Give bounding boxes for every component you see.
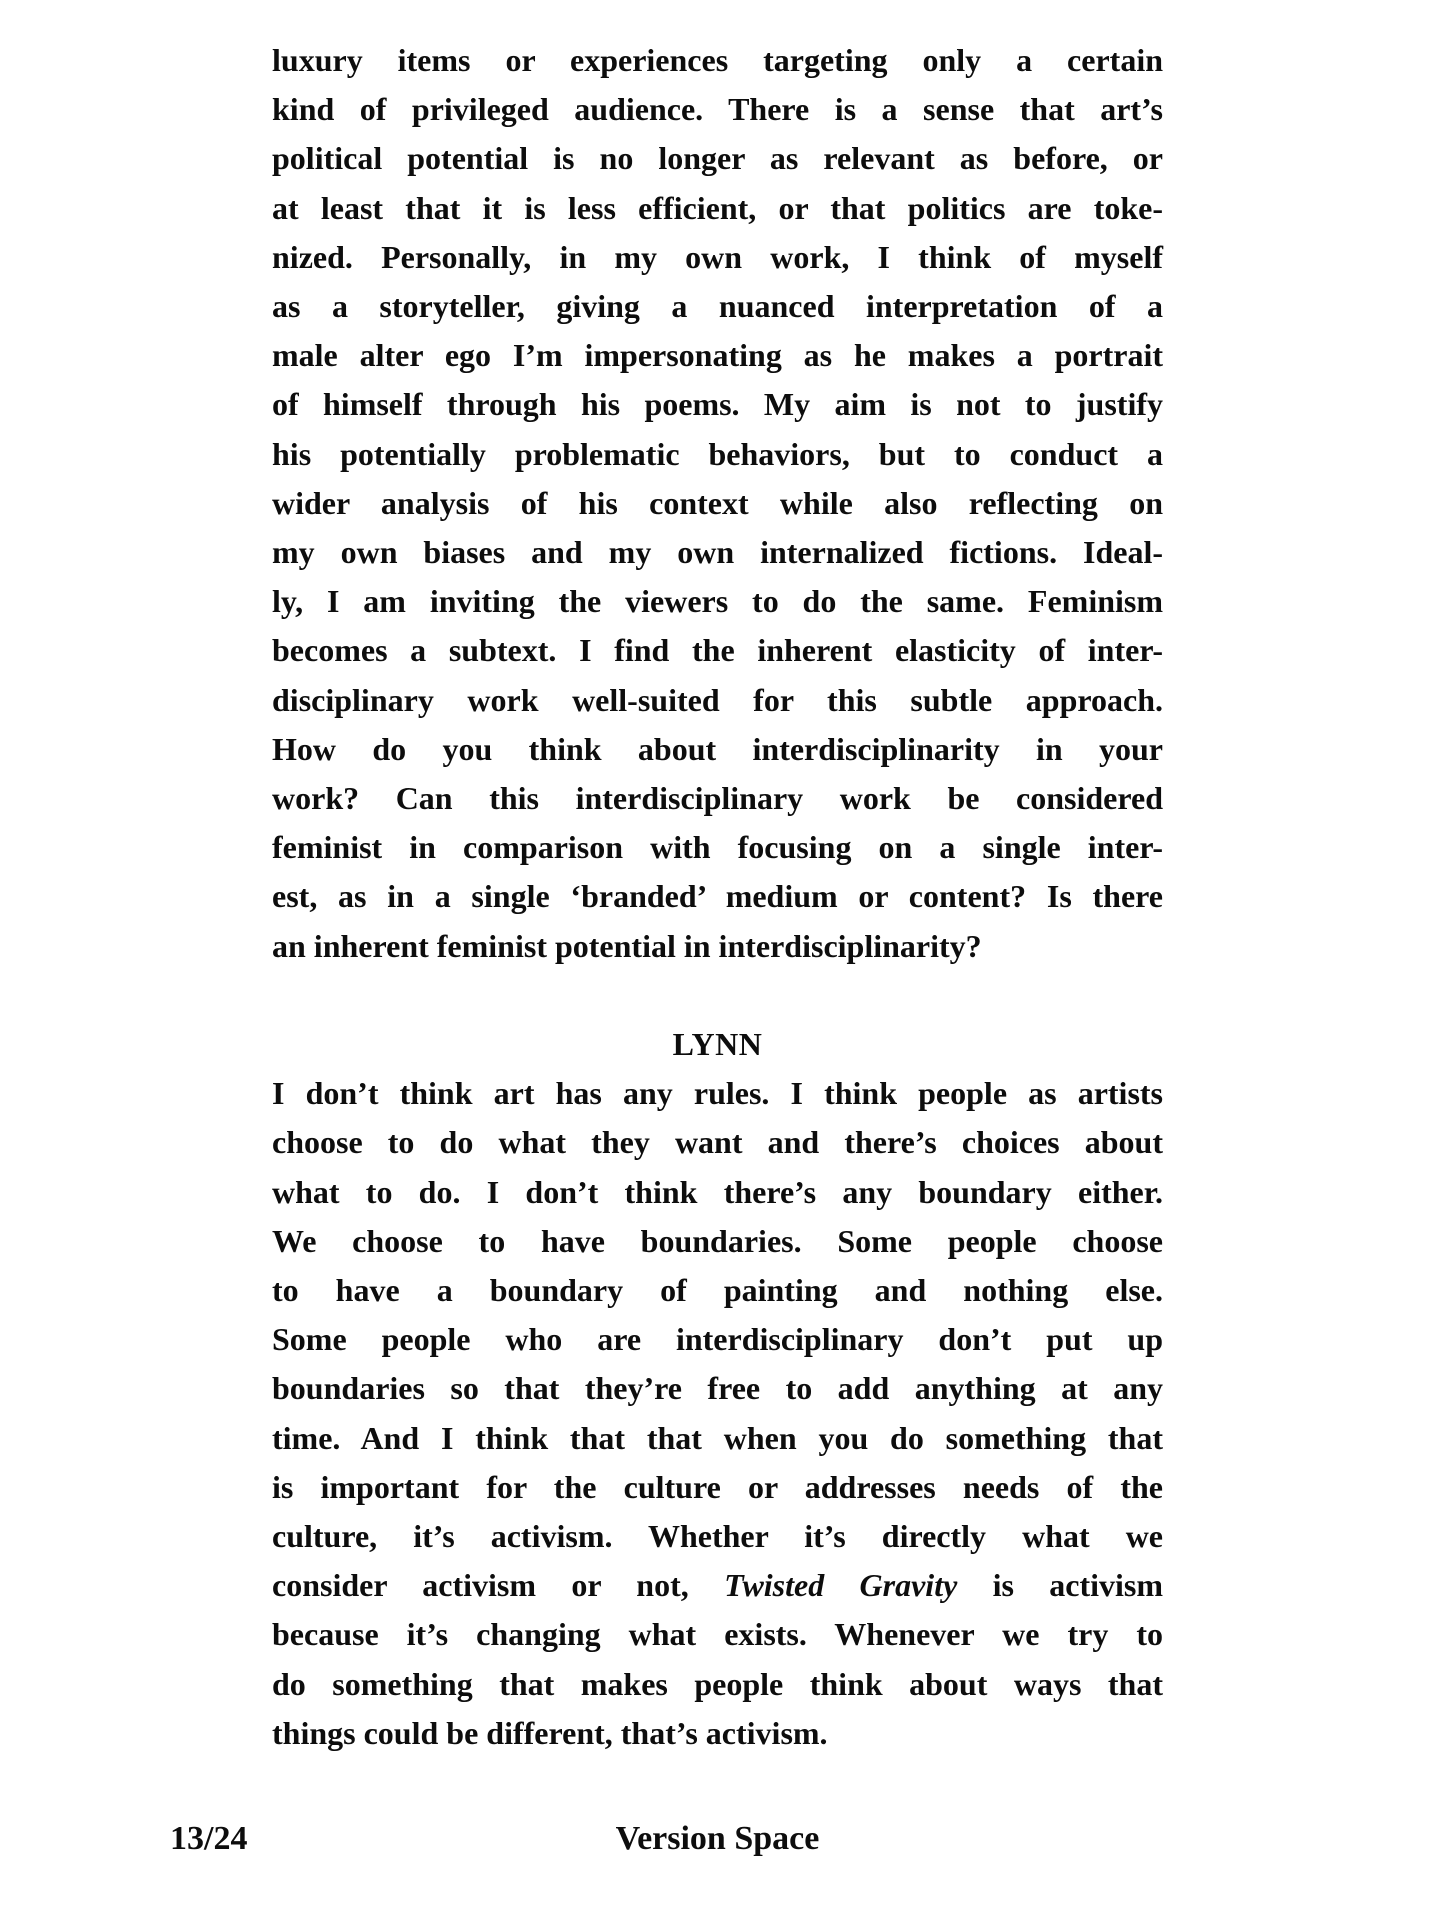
text-line: his potentially problematic behaviors, but to conduct a bbox=[272, 435, 1163, 472]
text-line: choose to do what they want and there’s choices about bbox=[272, 1124, 1163, 1161]
text-segment: is activism bbox=[957, 1567, 1164, 1604]
text-segment: consider activism or not, bbox=[272, 1567, 725, 1604]
page-number: 13/24 bbox=[170, 1820, 248, 1857]
text-line: culture, it’s activism. Whether it’s directly what we bbox=[272, 1518, 1163, 1555]
text-line: do something that makes people think about ways that bbox=[272, 1665, 1163, 1702]
text-line: feminist in comparison with focusing on a single inter- bbox=[272, 829, 1163, 866]
text-line: boundaries so that they’re free to add anything at any bbox=[272, 1370, 1163, 1407]
text-line: est, as in a single ‘branded’ medium or content? Is there bbox=[272, 878, 1163, 915]
text-line: as a storyteller, giving a nuanced interpretation of a bbox=[272, 288, 1163, 325]
text-line: wider analysis of his context while also reflecting on bbox=[272, 484, 1163, 521]
text-line: How do you think about interdisciplinarity in your bbox=[272, 730, 1163, 767]
text-line: time. And I think that that when you do something that bbox=[272, 1419, 1163, 1456]
text-line: ly, I am inviting the viewers to do the same. Feminism bbox=[272, 583, 1163, 620]
text-line: work? Can this interdisciplinary work be considered bbox=[272, 780, 1163, 817]
text-line: what to do. I don’t think there’s any boundary either. bbox=[272, 1173, 1163, 1210]
text-line: luxury items or experiences targeting only a certain bbox=[272, 42, 1163, 78]
text-line: of himself through his poems. My aim is not to justify bbox=[272, 386, 1163, 423]
text-column bbox=[272, 36, 1163, 1758]
text-line: becomes a subtext. I find the inherent elasticity of inter- bbox=[272, 632, 1163, 669]
text-line: nized. Personally, in my own work, I think of myself bbox=[272, 238, 1163, 275]
text-line: kind of privileged audience. There is a sense that art’s bbox=[272, 91, 1163, 128]
publication-title: Version Space bbox=[615, 1820, 820, 1857]
text-line-with-italic-title bbox=[272, 1561, 1163, 1610]
text-line: I don’t think art has any rules. I think people as artists bbox=[272, 1075, 1163, 1112]
italic-artwork-title: Twisted Gravity bbox=[724, 1567, 958, 1604]
paragraph-gap bbox=[272, 971, 1163, 1020]
text-line: Some people who are interdisciplinary don’t put up bbox=[272, 1321, 1163, 1358]
text-line: an inherent feminist potential in interdisciplinarity? bbox=[272, 927, 982, 964]
text-line: at least that it is less efficient, or that politics are toke- bbox=[272, 189, 1163, 226]
text-line: We choose to have boundaries. Some people choose bbox=[272, 1222, 1163, 1259]
text-line: disciplinary work well-suited for this subtle approach. bbox=[272, 681, 1163, 718]
text-line: my own biases and my own internalized fictions. Ideal- bbox=[272, 534, 1163, 571]
speaker-heading: LYNN bbox=[672, 1026, 763, 1063]
text-line: is important for the culture or addresses needs of the bbox=[272, 1468, 1163, 1505]
text-line: things could be different, that’s activism. bbox=[272, 1714, 828, 1751]
text-line: because it’s changing what exists. Whenever we try to bbox=[272, 1616, 1163, 1653]
text-line: to have a boundary of painting and nothing else. bbox=[272, 1272, 1163, 1309]
text-line: political potential is no longer as relevant as before, or bbox=[272, 140, 1163, 177]
text-line: male alter ego I’m impersonating as he makes a portrait bbox=[272, 337, 1163, 374]
